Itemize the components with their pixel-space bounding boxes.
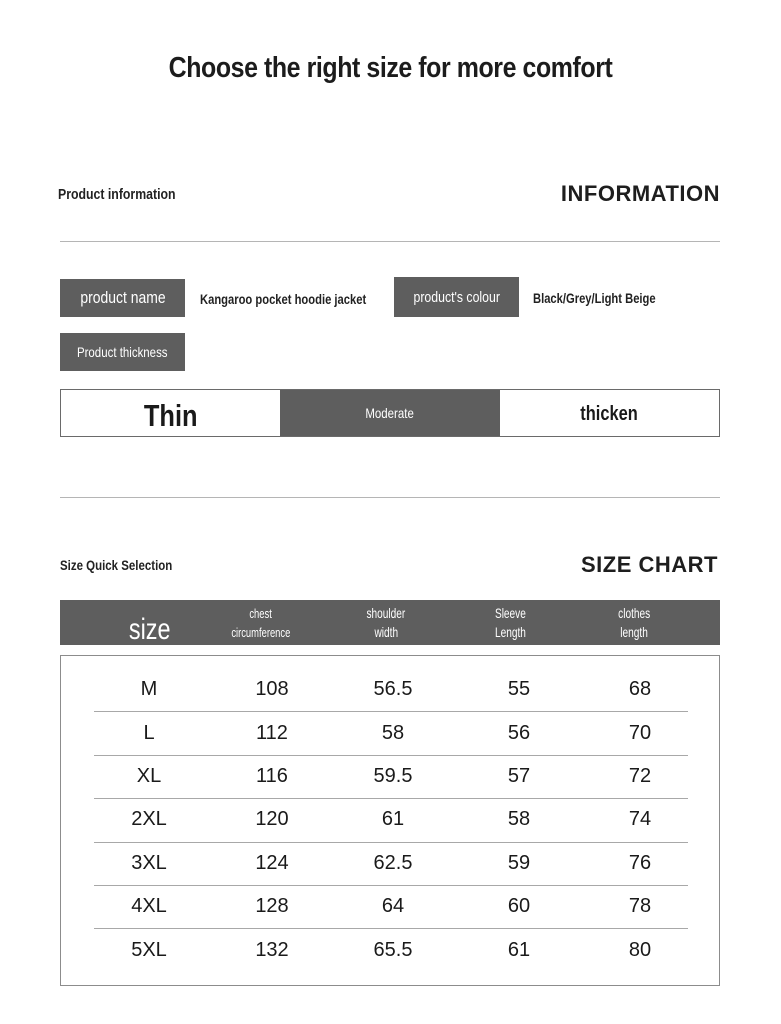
size-cell: L [143,721,155,744]
size-cell: 5XL [131,938,167,961]
header-chest: chest circumference [231,605,291,640]
product-name-label: product name [79,288,166,307]
table-row [94,885,688,929]
size-chart-table [60,655,720,986]
size-chart-header [60,600,720,645]
header-clothes-length: clothes length [617,604,651,640]
table-row [94,798,688,842]
product-name-tag [60,279,185,317]
shoulder-cell: 62.5 [373,851,413,874]
product-thickness-tag [60,333,185,371]
header-size: size [129,613,171,646]
table-row [94,711,688,755]
chest-cell: 128 [255,895,289,918]
sleeve-cell: 61 [507,938,531,961]
product-colour-value: Black/Grey/Light Beige [533,290,656,306]
size-cell: 2XL [131,808,167,831]
product-colour-label: product's colour [413,288,500,306]
shoulder-cell: 61 [381,808,405,831]
size-chart-heading: SIZE CHART [581,552,718,577]
shoulder-cell: 64 [381,895,405,918]
table-row [94,668,688,712]
shoulder-cell: 65.5 [373,938,413,961]
shoulder-cell: 56.5 [373,678,413,701]
sleeve-cell: 55 [507,678,531,701]
size-cell: M [140,678,158,701]
thickness-selector [60,389,720,437]
sleeve-cell: 56 [507,721,531,744]
size-cell: 3XL [131,851,167,874]
product-colour-tag [394,277,519,317]
chest-cell: 108 [255,678,289,701]
chest-cell: 116 [256,764,288,787]
sleeve-cell: 60 [507,895,531,918]
thickness-option-moderate: Moderate [280,390,499,436]
size-cell: XL [136,764,162,787]
product-name-value: Kangaroo pocket hoodie jacket [200,291,367,307]
thickness-option-thicken: thicken [580,402,639,425]
size-quick-selection-heading: Size Quick Selection [60,557,173,573]
page-title: Choose the right size for more comfort [168,52,613,84]
sleeve-cell: 57 [507,764,531,787]
chest-cell: 132 [255,938,289,961]
chest-cell: 112 [256,721,288,744]
product-info-heading: Product information [58,186,176,203]
header-shoulder: shoulder width [366,604,406,640]
shoulder-cell: 59.5 [373,764,413,787]
table-row [94,755,688,799]
table-row [94,842,688,886]
chest-cell: 124 [255,851,289,874]
information-heading: INFORMATION [560,181,720,206]
header-sleeve: Sleeve Length [494,604,526,640]
size-cell: 4XL [131,895,167,918]
clothes-length-cell: 76 [628,851,652,874]
clothes-length-cell: 74 [628,808,652,831]
sleeve-cell: 59 [507,851,531,874]
clothes-length-cell: 70 [628,721,652,744]
divider [60,497,720,498]
table-row [94,928,688,971]
sleeve-cell: 58 [507,808,531,831]
clothes-length-cell: 80 [628,938,652,961]
shoulder-cell: 58 [381,721,405,744]
thickness-option-thin: Thin [143,398,198,433]
product-thickness-label: Product thickness [77,344,168,360]
clothes-length-cell: 78 [628,895,652,918]
divider [60,241,720,242]
clothes-length-cell: 72 [628,764,652,787]
chest-cell: 120 [255,808,289,831]
clothes-length-cell: 68 [628,678,652,701]
